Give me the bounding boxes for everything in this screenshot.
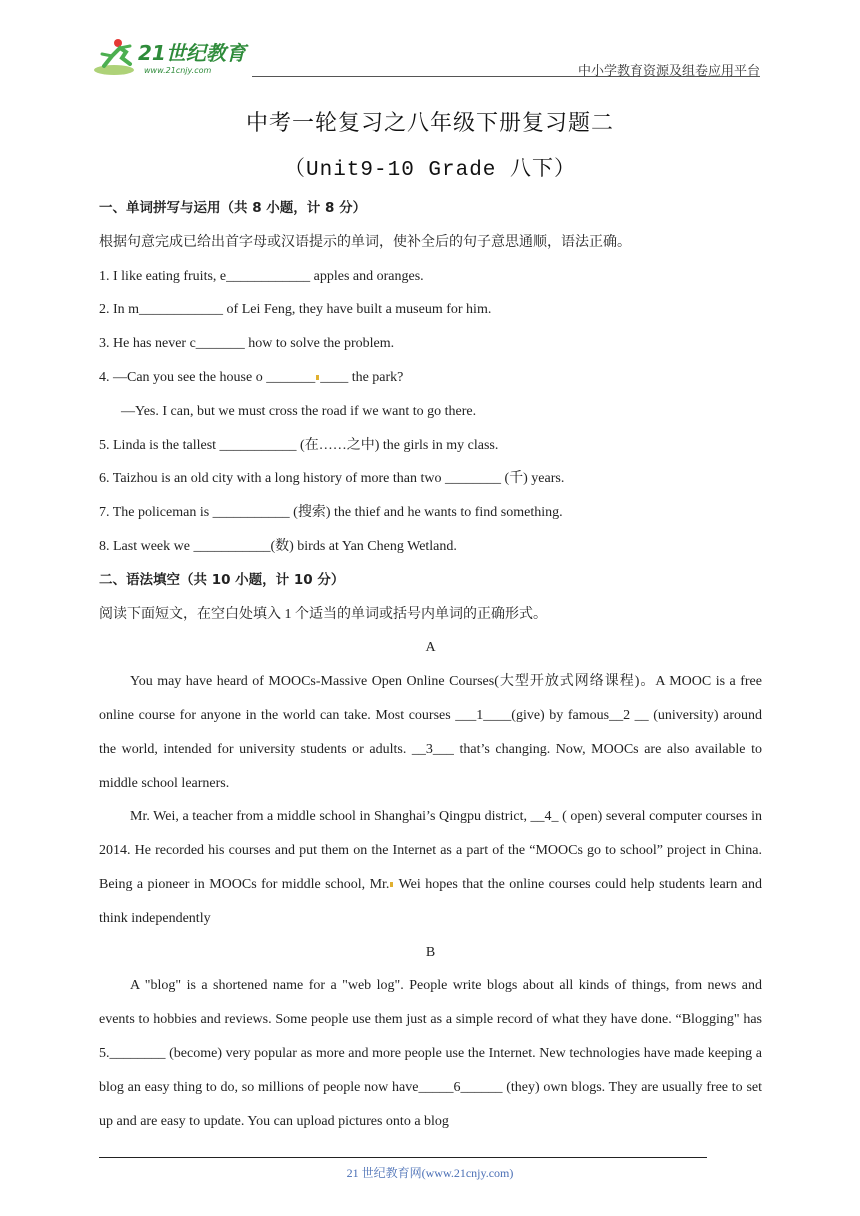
watermark-dot xyxy=(390,882,393,887)
question-item: 6. Taizhou is an old city with a long history of more than two ________ (千) years. xyxy=(99,471,565,487)
question-item: 1. I like eating fruits, e____________ apples and oranges. xyxy=(99,268,424,284)
passage-a-label: A xyxy=(425,640,436,656)
page-title: 中考一轮复习之八年级下册复习题二 xyxy=(245,110,614,135)
page-subtitle: （Unit9-10 Grade 八下） xyxy=(283,159,577,182)
header-divider xyxy=(252,76,760,77)
footer-divider xyxy=(99,1157,707,1158)
section2-heading: 二、语法填空（共 10 小题，计 10 分） xyxy=(99,571,345,588)
section1-instruction: 根据句意完成已给出首字母或汉语提示的单词，使补全后的句子意思通顺，语法正确。 xyxy=(99,234,631,250)
logo-text: 21世纪教育 xyxy=(138,41,246,65)
question-item xyxy=(99,361,762,395)
section1-heading: 一、单词拼写与运用（共 8 小题，计 8 分） xyxy=(99,200,367,216)
passage-text: Mr. Wei, a teacher from a middle school in Shanghai’s Qingpu district, __4_ ( open) several computer courses in 2014. He recorded his courses and put them on the Internet as a part of the “MOOCs go to school” project in China. Being a pioneer in MOOCs for middle school, Mr. xyxy=(99,809,762,892)
header-platform-text: 中小学教育资源及组卷应用平台 xyxy=(577,63,760,78)
question-item-answer: —Yes. I can, but we must cross the road if we want to go there. xyxy=(121,403,477,419)
site-logo xyxy=(92,36,262,78)
page-header xyxy=(92,36,760,80)
section2-instruction: 阅读下面短文，在空白处填入 1 个适当的单词或括号内单词的正确形式。 xyxy=(99,606,547,622)
watermark-dot xyxy=(316,375,319,380)
passage-text: Wei hopes that the online courses could help students learn and think independently xyxy=(99,876,762,926)
question-item-part: ____ the park? xyxy=(320,369,404,385)
passage-b-label: B xyxy=(425,944,436,960)
worksheet-body xyxy=(99,192,762,1138)
question-item: 8. Last week we ___________(数) birds at Yan Cheng Wetland. xyxy=(99,538,457,554)
question-item: 7. The policeman is ___________ (搜索) the thief and he wants to find something. xyxy=(99,505,563,521)
question-item: 5. Linda is the tallest ___________ (在……之中) the girls in my class. xyxy=(99,437,499,453)
question-item-part: 4. —Can you see the house o _______ xyxy=(99,369,316,385)
passage-a-paragraph2 xyxy=(99,800,762,935)
passage-b-paragraph1: A "blog" is a shortened name for a "web log". People write blogs about all kinds of things, from news and events to hobbies and reviews. Some people use them just as a simple record of what they have done. “Blogging" has 5.________ (become) very popular as more and more people use the Internet. New technologies have made keeping a blog an easy thing to do, so millions of people now have_____6______ (they) own blogs. They are usually free to set up and are easy to update. You can upload pictures onto a blog xyxy=(99,978,762,1129)
footer-link[interactable]: 21 世纪教育网(www.21cnjy.com) xyxy=(346,1166,514,1180)
logo-url: www.21cnjy.com xyxy=(144,66,212,75)
question-item: 3. He has never c_______ how to solve the problem. xyxy=(99,336,395,352)
passage-a-paragraph1: You may have heard of MOOCs-Massive Open Online Courses(大型开放式网络课程)。A MOOC is a free online course for anyone in the world can take. Most courses ___1____(give) by famous__2 __ (university) around the world, intended for university students or adults. __3___ that’s changing. Now, MOOCs are also available to middle school learners. xyxy=(99,674,762,791)
question-item: 2. In m____________ of Lei Feng, they have built a museum for him. xyxy=(99,302,492,318)
